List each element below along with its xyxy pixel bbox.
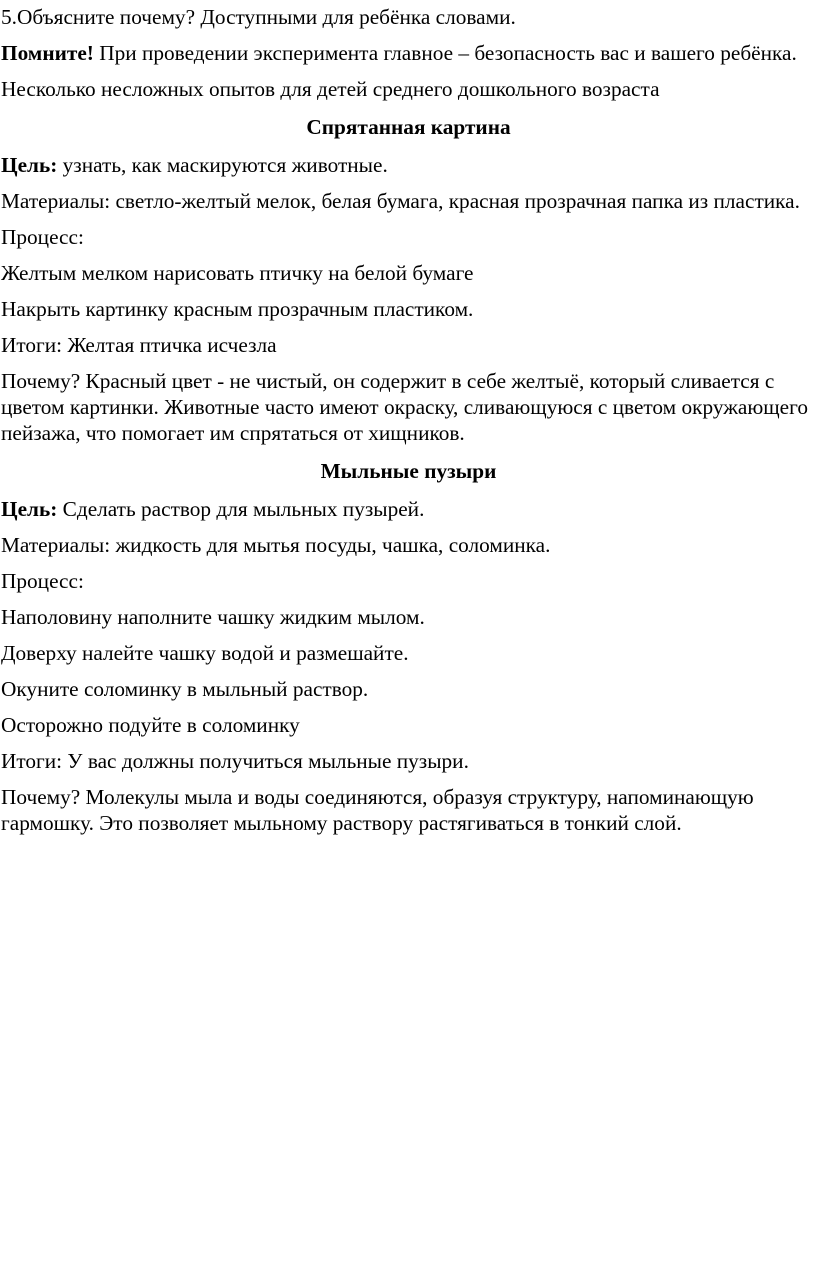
remember-text: При проведении эксперимента главное – безопасность вас и вашего ребёнка. bbox=[93, 41, 797, 65]
intro-line: 5.Объясните почему? Доступными для ребёнка словами. bbox=[1, 5, 516, 29]
remember-label: Помните! bbox=[1, 41, 94, 65]
experiment2-why: Почему? Молекулы мыла и воды соединяются, образуя структуру, напоминающую гармошку. Это позволяет мыльному раствору растягиваться в тонкий слой. bbox=[1, 785, 754, 835]
experiment2-step: Осторожно подуйте в соломинку bbox=[1, 713, 300, 737]
experiment1-step: Накрыть картинку красным прозрачным пластиком. bbox=[1, 297, 474, 321]
remember-paragraph bbox=[1, 40, 816, 66]
experiment1-result: Итоги: Желтая птичка исчезла bbox=[1, 333, 277, 357]
experiment2-goal-text: Сделать раствор для мыльных пузырей. bbox=[57, 497, 425, 521]
experiment2-goal-label: Цель: bbox=[1, 497, 58, 521]
experiment1-materials: Материалы: светло-желтый мелок, белая бумага, красная прозрачная папка из пластика. bbox=[1, 189, 800, 213]
experiment2-process: Процесс: bbox=[1, 569, 84, 593]
experiment2-step: Доверху налейте чашку водой и размешайте. bbox=[1, 641, 409, 665]
experiment2-step: Наполовину наполните чашку жидким мылом. bbox=[1, 605, 425, 629]
experiment2-title: Мыльные пузыри bbox=[320, 459, 497, 483]
experiment1-goal-text: узнать, как маскируются животные. bbox=[57, 153, 388, 177]
experiment2-materials: Материалы: жидкость для мытья посуды, чашка, соломинка. bbox=[1, 533, 551, 557]
experiment1-goal-label: Цель: bbox=[1, 153, 58, 177]
experiment1-process: Процесс: bbox=[1, 225, 84, 249]
experiment1-title: Спрятанная картина bbox=[306, 115, 511, 139]
experiment1-why: Почему? Красный цвет - не чистый, он содержит в себе желтыё, который сливается с цветом картинки. Животные часто имеют окраску, сливающуюся с цветом окружающего пейзажа, что помогает им спрятаться от хищников. bbox=[1, 369, 808, 445]
experiment1-step: Желтым мелком нарисовать птичку на белой бумаге bbox=[1, 261, 474, 285]
experiment1-goal bbox=[1, 152, 816, 178]
experiment2-result: Итоги: У вас должны получиться мыльные пузыри. bbox=[1, 749, 469, 773]
experiment2-goal bbox=[1, 496, 816, 522]
intro-subtitle: Несколько несложных опытов для детей среднего дошкольного возраста bbox=[1, 77, 660, 101]
experiment2-step: Окуните соломинку в мыльный раствор. bbox=[1, 677, 369, 701]
